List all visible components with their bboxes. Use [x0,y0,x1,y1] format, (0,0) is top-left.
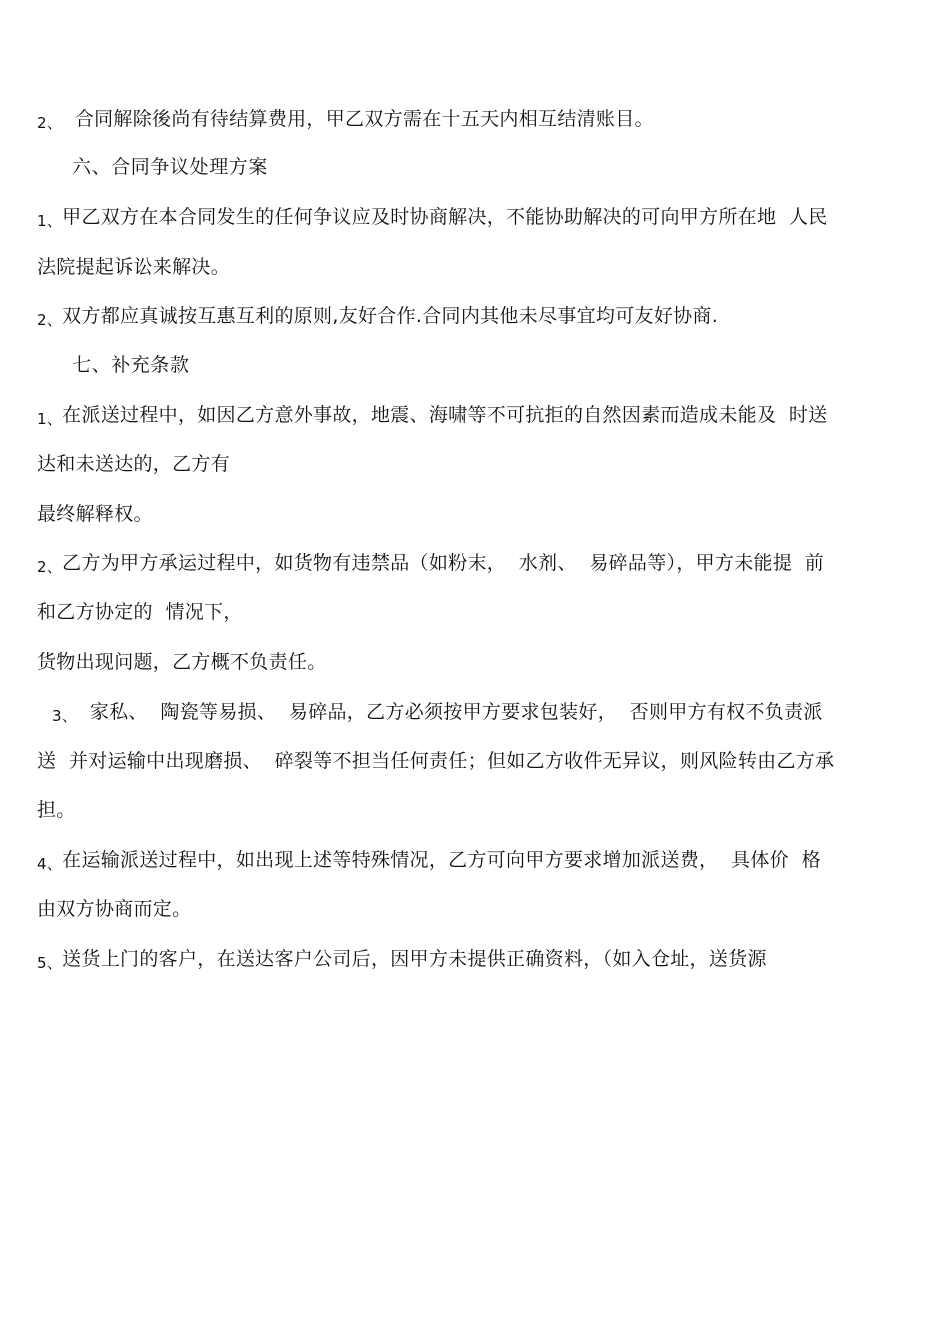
line-text: 甲乙双方在本合同发生的任何争议应及时协商解决，不能协助解决的可向甲方所在地 人民 [62,206,828,228]
clause-7-item-3-cont [37,748,834,774]
clause-7-item-2-cont [37,599,243,625]
clause-6-item-1 [37,204,828,231]
clause-6-item-1-cont [37,254,230,280]
item-number: 2、 [37,558,63,576]
item-number: 1、 [37,410,63,428]
item-number: 1、 [37,212,63,230]
clause-7-item-5 [37,946,767,973]
clause-7-item-3 [52,699,823,726]
clause-5-item-2 [37,106,654,133]
line-text: 在派送过程中，如因乙方意外事故，地震、海啸等不可抗拒的自然因素而造成未能及 时送 [62,404,828,426]
item-number: 3、 [52,707,78,725]
line-text: 达和未送达的，乙方有 [37,453,231,475]
section-heading-6 [72,154,268,180]
line-text: 七、补充条款 [72,354,190,376]
line-text: 最终解释权。 [37,503,153,525]
item-number: 2、 [37,114,63,132]
section-heading-7 [72,352,190,378]
clause-7-item-2 [37,550,824,577]
line-text: 由双方协商而定。 [37,898,192,920]
line-text: 合同解除後尚有待结算费用，甲乙双方需在十五天内相互结清账目。 [62,108,654,130]
line-text: 送货上门的客户，在送达客户公司后，因甲方未提供正确资料，（如入仓址，送货源 [62,948,767,970]
clause-7-item-1-cont-2 [37,501,153,527]
clause-7-item-4 [37,847,821,874]
line-text: 法院提起诉讼来解决。 [37,256,231,278]
item-number: 4、 [37,855,63,873]
clause-7-item-1-cont [37,451,230,477]
item-number: 2、 [37,311,63,329]
clause-7-item-3-cont-2 [37,797,76,823]
item-number: 5、 [37,954,63,972]
line-text: 货物出现问题，乙方概不负责任。 [37,651,327,673]
clause-7-item-2-cont-2 [37,649,327,675]
clause-7-item-1 [37,402,828,429]
line-text: 家私、 陶瓷等易损、 易碎品，乙方必须按甲方要求包装好， 否则甲方有权不负责派 [77,701,823,723]
clause-7-item-4-cont [37,896,191,922]
clause-6-item-2 [37,303,718,330]
line-text: 乙方为甲方承运过程中，如货物有违禁品（如粉末， 水剂、 易碎品等），甲方未能提 前 [62,552,825,574]
line-text: 双方都应真诚按互惠互利的原则,友好合作.合同内其他未尽事宜均可友好协商. [62,305,719,327]
line-text: 六、合同争议处理方案 [72,156,269,178]
line-text: 在运输派送过程中，如出现上述等特殊情况，乙方可向甲方要求增加派送费， 具体价 格 [62,849,821,871]
line-text: 和乙方协定的 情况下， [37,601,243,623]
line-text: 担。 [37,799,76,821]
line-text: 送 并对运输中出现磨损、 碎裂等不担当任何责任；但如乙方收件无异议，则风险转由乙方承 [37,750,835,772]
